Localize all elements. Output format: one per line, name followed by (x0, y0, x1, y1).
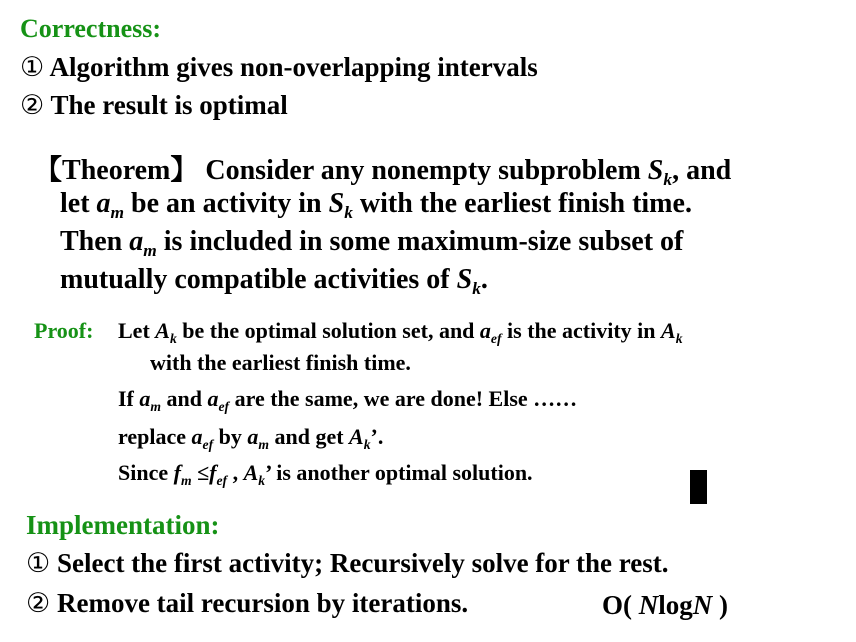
circled-two-marker: ② (26, 588, 51, 619)
correctness-heading: Correctness: (20, 14, 162, 43)
math-symbol-a-cap: A (243, 460, 259, 485)
theorem-text: Then (60, 226, 130, 257)
math-subscript-ef: ef (218, 398, 230, 414)
circled-two-marker: ② (20, 90, 45, 121)
theorem-text: Consider any nonempty subproblem (198, 155, 648, 186)
proof-text: replace (118, 424, 192, 449)
proof-text: If (118, 386, 140, 411)
proof-text: and (161, 386, 208, 411)
implementation-heading: Implementation: (26, 510, 220, 540)
math-subscript-k: k (169, 330, 177, 346)
theorem-text: . (480, 264, 488, 295)
correctness-item-2 (20, 90, 288, 121)
math-subscript-k: k (344, 203, 353, 223)
math-symbol-n: N (638, 590, 659, 620)
proof-text: by (213, 424, 248, 449)
theorem-text: be an activity in (124, 188, 329, 219)
correctness-item-1-text: Algorithm gives non-overlapping intervals (49, 52, 538, 82)
math-symbol-a: a (191, 424, 203, 449)
end-of-proof-icon (690, 470, 707, 504)
correctness-item-2-text: The result is optimal (50, 90, 288, 120)
theorem-text: let (60, 188, 97, 219)
circled-one-marker: ① (20, 52, 45, 83)
correctness-item-1 (20, 52, 538, 83)
math-subscript-k: k (663, 170, 673, 190)
math-subscript-k: k (675, 330, 683, 346)
implementation-item-2 (26, 588, 468, 619)
theorem-text: with the earliest finish time. (352, 188, 692, 219)
math-subscript-k: k (258, 472, 266, 488)
math-subscript-k: k (472, 279, 481, 299)
proof-line-4 (118, 424, 383, 450)
math-symbol-f: f (209, 460, 217, 485)
math-symbol-f: f (173, 460, 181, 485)
math-symbol-a: a (129, 226, 144, 257)
implementation-item-2-text: Remove tail recursion by iterations. (56, 588, 469, 618)
math-symbol-n: N (692, 590, 713, 620)
math-symbol-s: S (647, 155, 664, 186)
math-symbol-a: a (247, 424, 259, 449)
proof-text: are the same, we are done! Else …… (229, 386, 578, 411)
math-symbol-s: S (456, 264, 473, 295)
proof-label: Proof: (34, 318, 94, 343)
theorem-line-1 (34, 148, 731, 188)
math-symbol-a-cap: A (661, 318, 676, 343)
proof-line-2: with the earliest finish time. (150, 350, 411, 375)
math-symbol-s: S (328, 188, 345, 219)
theorem-bracket-open: 【 (34, 153, 63, 186)
theorem-text: is included in some maximum-size subset of (156, 226, 684, 257)
implementation-item-1-text: Select the first activity; Recursively solve for the rest. (56, 548, 669, 578)
theorem-text: , and (672, 155, 732, 186)
complexity-text: O( (602, 590, 639, 620)
math-subscript-m: m (143, 241, 157, 261)
theorem-line-4 (60, 264, 488, 299)
math-symbol-a: a (207, 386, 219, 411)
math-subscript-m: m (150, 398, 161, 414)
proof-text: ’. (370, 424, 384, 449)
theorem-line-2 (60, 188, 692, 223)
math-subscript-m: m (110, 203, 125, 223)
theorem-text: mutually compatible activities of (60, 264, 457, 295)
proof-text: be the optimal solution set, and (176, 318, 480, 343)
theorem-label: Theorem (62, 155, 171, 186)
theorem-bracket-close: 】 (170, 153, 199, 186)
proof-text: Let (118, 318, 156, 343)
proof-text: and get (268, 424, 350, 449)
implementation-item-1 (26, 548, 669, 579)
theorem-line-3 (60, 226, 684, 261)
circled-one-marker: ① (26, 548, 51, 579)
math-symbol-a: a (96, 188, 111, 219)
math-subscript-k: k (363, 436, 371, 452)
complexity-text: log (658, 590, 693, 620)
proof-text: Since (118, 460, 174, 485)
proof-text: ’ is another optimal solution. (265, 460, 533, 485)
proof-line-5 (118, 460, 533, 486)
proof-line-3 (118, 386, 577, 412)
proof-text: , (227, 460, 244, 485)
math-subscript-ef: ef (490, 330, 502, 346)
math-subscript-m: m (258, 436, 269, 452)
math-subscript-m: m (180, 472, 192, 488)
math-symbol-a: a (479, 318, 491, 343)
complexity-text: ) (712, 590, 729, 620)
math-subscript-ef: ef (202, 436, 214, 452)
math-symbol-a-cap: A (349, 424, 364, 449)
less-equal-symbol: ≤ (191, 460, 210, 485)
proof-text: is the activity in (501, 318, 662, 343)
math-subscript-ef: ef (216, 472, 228, 488)
complexity-label (602, 590, 728, 621)
proof-line-1 (118, 318, 683, 344)
math-symbol-a: a (139, 386, 151, 411)
math-symbol-a-cap: A (155, 318, 170, 343)
